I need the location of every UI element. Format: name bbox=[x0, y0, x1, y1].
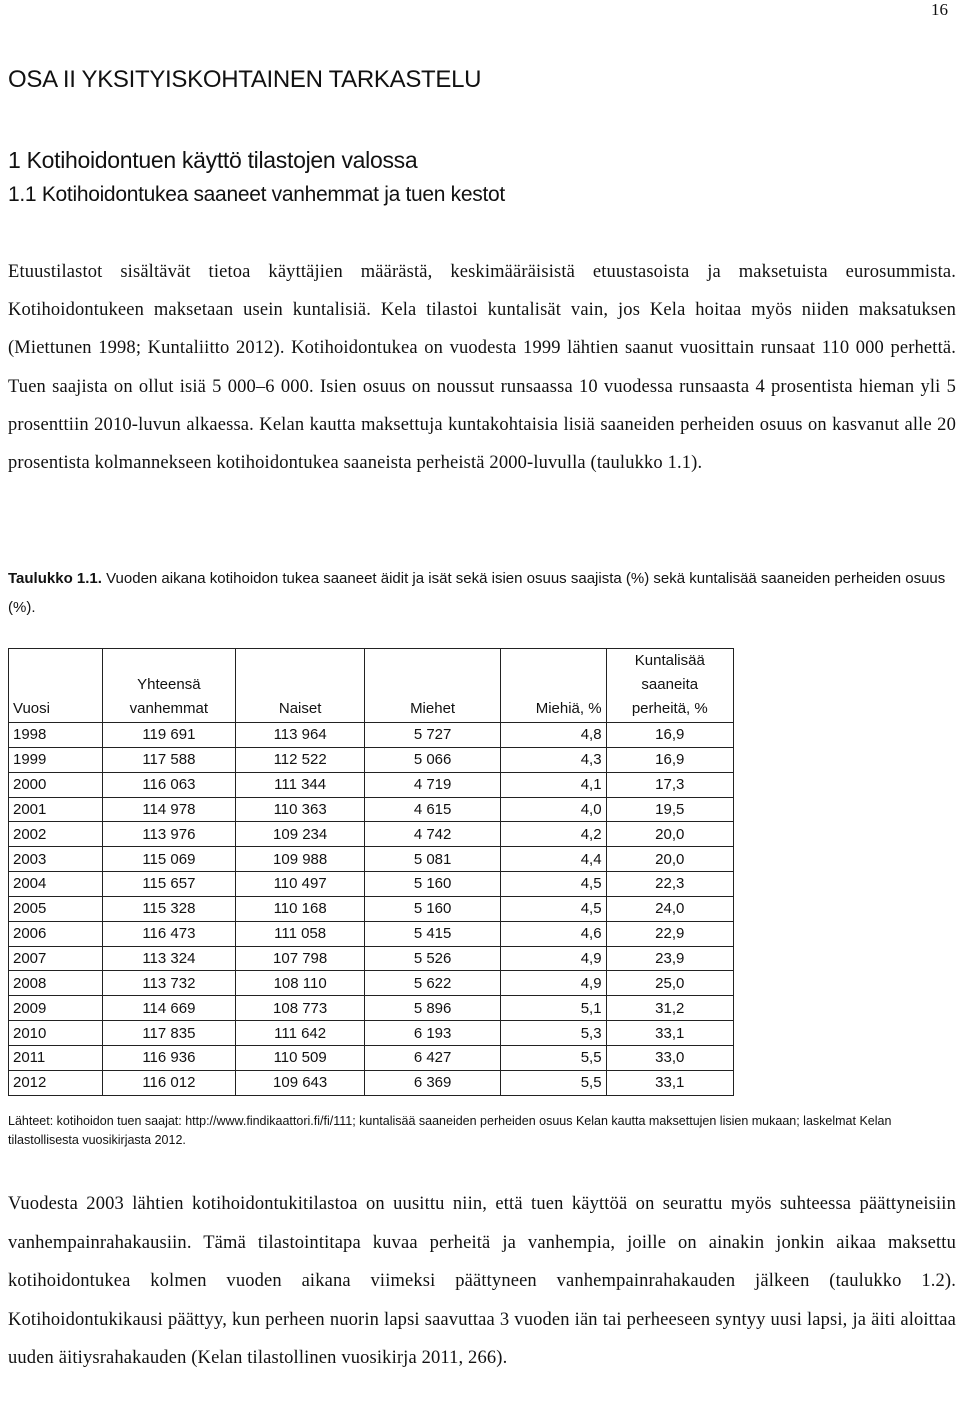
cell-total: 116 936 bbox=[102, 1045, 236, 1070]
cell-year: 1999 bbox=[9, 747, 103, 772]
table-row bbox=[9, 946, 734, 971]
cell-women: 112 522 bbox=[236, 747, 365, 772]
cell-total: 115 657 bbox=[102, 872, 236, 897]
cell-municipal-percent: 31,2 bbox=[606, 996, 733, 1021]
cell-men: 4 719 bbox=[365, 772, 501, 797]
cell-men: 4 742 bbox=[365, 822, 501, 847]
cell-year: 2011 bbox=[9, 1045, 103, 1070]
cell-men: 6 193 bbox=[365, 1021, 501, 1046]
cell-municipal-percent: 19,5 bbox=[606, 797, 733, 822]
cell-men: 5 081 bbox=[365, 847, 501, 872]
cell-total: 116 473 bbox=[102, 921, 236, 946]
table-row bbox=[9, 971, 734, 996]
cell-total: 113 976 bbox=[102, 822, 236, 847]
header-men-percent: Miehiä, % bbox=[501, 649, 606, 723]
cell-men: 5 415 bbox=[365, 921, 501, 946]
table-sources-note: Lähteet: kotihoidon tuen saajat: http://www.findikaattori.fi/fi/111; kuntalisää saaneiden perheiden osuus Kelan kautta maksettujen lisien mukaan; laskelmat Kelan tilastollisesta vuosikirjasta 2012. bbox=[8, 1114, 892, 1147]
cell-men: 6 427 bbox=[365, 1045, 501, 1070]
cell-total: 113 732 bbox=[102, 971, 236, 996]
cell-men: 5 622 bbox=[365, 971, 501, 996]
cell-year: 2012 bbox=[9, 1070, 103, 1095]
cell-men-percent: 4,4 bbox=[501, 847, 606, 872]
cell-men: 6 369 bbox=[365, 1070, 501, 1095]
table-row bbox=[9, 1021, 734, 1046]
table-caption bbox=[8, 564, 956, 622]
header-year: Vuosi bbox=[9, 649, 103, 723]
cell-total: 117 588 bbox=[102, 747, 236, 772]
cell-year: 2002 bbox=[9, 822, 103, 847]
table-caption-label: Taulukko 1.1. bbox=[8, 570, 102, 587]
cell-total: 115 328 bbox=[102, 896, 236, 921]
table-row bbox=[9, 996, 734, 1021]
cell-women: 109 643 bbox=[236, 1070, 365, 1095]
cell-municipal-percent: 17,3 bbox=[606, 772, 733, 797]
cell-municipal-percent: 22,9 bbox=[606, 921, 733, 946]
cell-men-percent: 5,3 bbox=[501, 1021, 606, 1046]
cell-total: 114 669 bbox=[102, 996, 236, 1021]
cell-men-percent: 4,2 bbox=[501, 822, 606, 847]
cell-municipal-percent: 16,9 bbox=[606, 747, 733, 772]
cell-men: 5 526 bbox=[365, 946, 501, 971]
cell-year: 2010 bbox=[9, 1021, 103, 1046]
cell-men-percent: 4,5 bbox=[501, 872, 606, 897]
cell-year: 2008 bbox=[9, 971, 103, 996]
cell-year: 2000 bbox=[9, 772, 103, 797]
cell-women: 110 497 bbox=[236, 872, 365, 897]
cell-total: 117 835 bbox=[102, 1021, 236, 1046]
cell-men: 5 896 bbox=[365, 996, 501, 1021]
cell-men-percent: 4,8 bbox=[501, 723, 606, 748]
cell-municipal-percent: 24,0 bbox=[606, 896, 733, 921]
cell-men-percent: 5,5 bbox=[501, 1070, 606, 1095]
table-row bbox=[9, 772, 734, 797]
table-row bbox=[9, 1045, 734, 1070]
cell-men-percent: 4,9 bbox=[501, 946, 606, 971]
cell-women: 113 964 bbox=[236, 723, 365, 748]
cell-men-percent: 4,0 bbox=[501, 797, 606, 822]
cell-total: 116 012 bbox=[102, 1070, 236, 1095]
intro-paragraph: Etuustilastot sisältävät tietoa käyttäjien määrästä, keskimääräisistä etuustasoista ja maksetuista eurosummista. Kotihoidontukeen maksetaan usein kuntalisiä. Kela tilastoi kuntalisät vain, jos Kela hoitaa myös niiden maksatuksen (Miettunen 1998; Kuntaliitto 2012). Kotihoidontukea on vuodesta 1999 lähtien saanut vuosittain runsaat 110 000 perhettä. Tuen saajista on ollut isiä 5 000–6 000. Isien osuus on noussut runsaassa 10 vuodessa runsaasta 4 prosentista hieman yli 5 prosenttiin 2010-luvun alkaessa. Kelan kautta maksettuja kuntakohtaisia lisiä saaneiden perheiden osuus on kasvanut alle 20 prosentista kolmannekseen kotihoidontukea saaneista perheistä 2000-luvulla (taulukko 1.1). bbox=[8, 262, 956, 474]
cell-women: 111 058 bbox=[236, 921, 365, 946]
cell-men: 5 160 bbox=[365, 896, 501, 921]
cell-women: 111 642 bbox=[236, 1021, 365, 1046]
cell-men: 5 160 bbox=[365, 872, 501, 897]
cell-men-percent: 4,3 bbox=[501, 747, 606, 772]
cell-men: 5 066 bbox=[365, 747, 501, 772]
cell-year: 2006 bbox=[9, 921, 103, 946]
cell-total: 114 978 bbox=[102, 797, 236, 822]
cell-men: 4 615 bbox=[365, 797, 501, 822]
cell-men-percent: 4,5 bbox=[501, 896, 606, 921]
cell-men: 5 727 bbox=[365, 723, 501, 748]
cell-year: 2001 bbox=[9, 797, 103, 822]
part-heading: OSA II YKSITYISKOHTAINEN TARKASTELU bbox=[8, 66, 482, 93]
cell-year: 2004 bbox=[9, 872, 103, 897]
header-total-parents: Yhteensä vanhemmat bbox=[102, 649, 236, 723]
header-women: Naiset bbox=[236, 649, 365, 723]
table-body bbox=[9, 723, 734, 1096]
table-header-row bbox=[9, 649, 734, 723]
cell-women: 108 773 bbox=[236, 996, 365, 1021]
cell-total: 116 063 bbox=[102, 772, 236, 797]
cell-women: 109 988 bbox=[236, 847, 365, 872]
cell-total: 113 324 bbox=[102, 946, 236, 971]
cell-total: 119 691 bbox=[102, 723, 236, 748]
table-row bbox=[9, 896, 734, 921]
table-row bbox=[9, 797, 734, 822]
cell-women: 110 363 bbox=[236, 797, 365, 822]
cell-year: 2003 bbox=[9, 847, 103, 872]
table-row bbox=[9, 872, 734, 897]
table-caption-text: Vuoden aikana kotihoidon tukea saaneet äidit ja isät sekä isien osuus saajista (%) sekä kuntalisää saaneiden perheiden osuus (%). bbox=[8, 570, 946, 616]
header-men: Miehet bbox=[365, 649, 501, 723]
cell-men-percent: 5,1 bbox=[501, 996, 606, 1021]
cell-municipal-percent: 23,9 bbox=[606, 946, 733, 971]
cell-year: 2005 bbox=[9, 896, 103, 921]
cell-women: 111 344 bbox=[236, 772, 365, 797]
cell-men-percent: 4,1 bbox=[501, 772, 606, 797]
cell-women: 107 798 bbox=[236, 946, 365, 971]
table-row bbox=[9, 921, 734, 946]
page-number: 16 bbox=[931, 0, 948, 19]
cell-women: 108 110 bbox=[236, 971, 365, 996]
cell-municipal-percent: 33,1 bbox=[606, 1070, 733, 1095]
cell-men-percent: 4,6 bbox=[501, 921, 606, 946]
cell-total: 115 069 bbox=[102, 847, 236, 872]
cell-municipal-percent: 25,0 bbox=[606, 971, 733, 996]
table-row bbox=[9, 822, 734, 847]
table-row bbox=[9, 1070, 734, 1095]
cell-men-percent: 5,5 bbox=[501, 1045, 606, 1070]
cell-municipal-percent: 20,0 bbox=[606, 847, 733, 872]
header-municipal-supplement: Kuntalisää saaneita perheitä, % bbox=[606, 649, 733, 723]
table-row bbox=[9, 723, 734, 748]
cell-year: 2009 bbox=[9, 996, 103, 1021]
table-row bbox=[9, 747, 734, 772]
section-heading: 1 Kotihoidontuen käyttö tilastojen valossa bbox=[8, 147, 418, 173]
cell-municipal-percent: 20,0 bbox=[606, 822, 733, 847]
cell-year: 1998 bbox=[9, 723, 103, 748]
cell-municipal-percent: 22,3 bbox=[606, 872, 733, 897]
subsection-heading: 1.1 Kotihoidontukea saaneet vanhemmat ja tuen kestot bbox=[8, 183, 505, 206]
cell-municipal-percent: 16,9 bbox=[606, 723, 733, 748]
closing-paragraph: Vuodesta 2003 lähtien kotihoidontukitilastoa on uusittu niin, että tuen käyttöä on seurattu myös suhteessa päättyneisiin vanhempainrahakausiin. Tämä tilastointitapa kuvaa perheitä ja vanhempia, joille on ainakin jonkin aikaa maksettu kotihoidontukea kolmen vuoden aikana viimeksi päättyneen vanhempainrahakauden jälkeen (taulukko 1.2). Kotihoidontukikausi päättyy, kun perheen nuorin lapsi saavuttaa 3 vuoden iän tai perheeseen syntyy uusi lapsi, ja äiti aloittaa uuden äitiysrahakauden (Kelan tilastollinen vuosikirja 2011, 266). bbox=[8, 1194, 956, 1368]
cell-women: 110 509 bbox=[236, 1045, 365, 1070]
statistics-table bbox=[8, 648, 734, 1096]
cell-women: 110 168 bbox=[236, 896, 365, 921]
table-row bbox=[9, 847, 734, 872]
cell-year: 2007 bbox=[9, 946, 103, 971]
cell-municipal-percent: 33,0 bbox=[606, 1045, 733, 1070]
cell-women: 109 234 bbox=[236, 822, 365, 847]
cell-municipal-percent: 33,1 bbox=[606, 1021, 733, 1046]
cell-men-percent: 4,9 bbox=[501, 971, 606, 996]
